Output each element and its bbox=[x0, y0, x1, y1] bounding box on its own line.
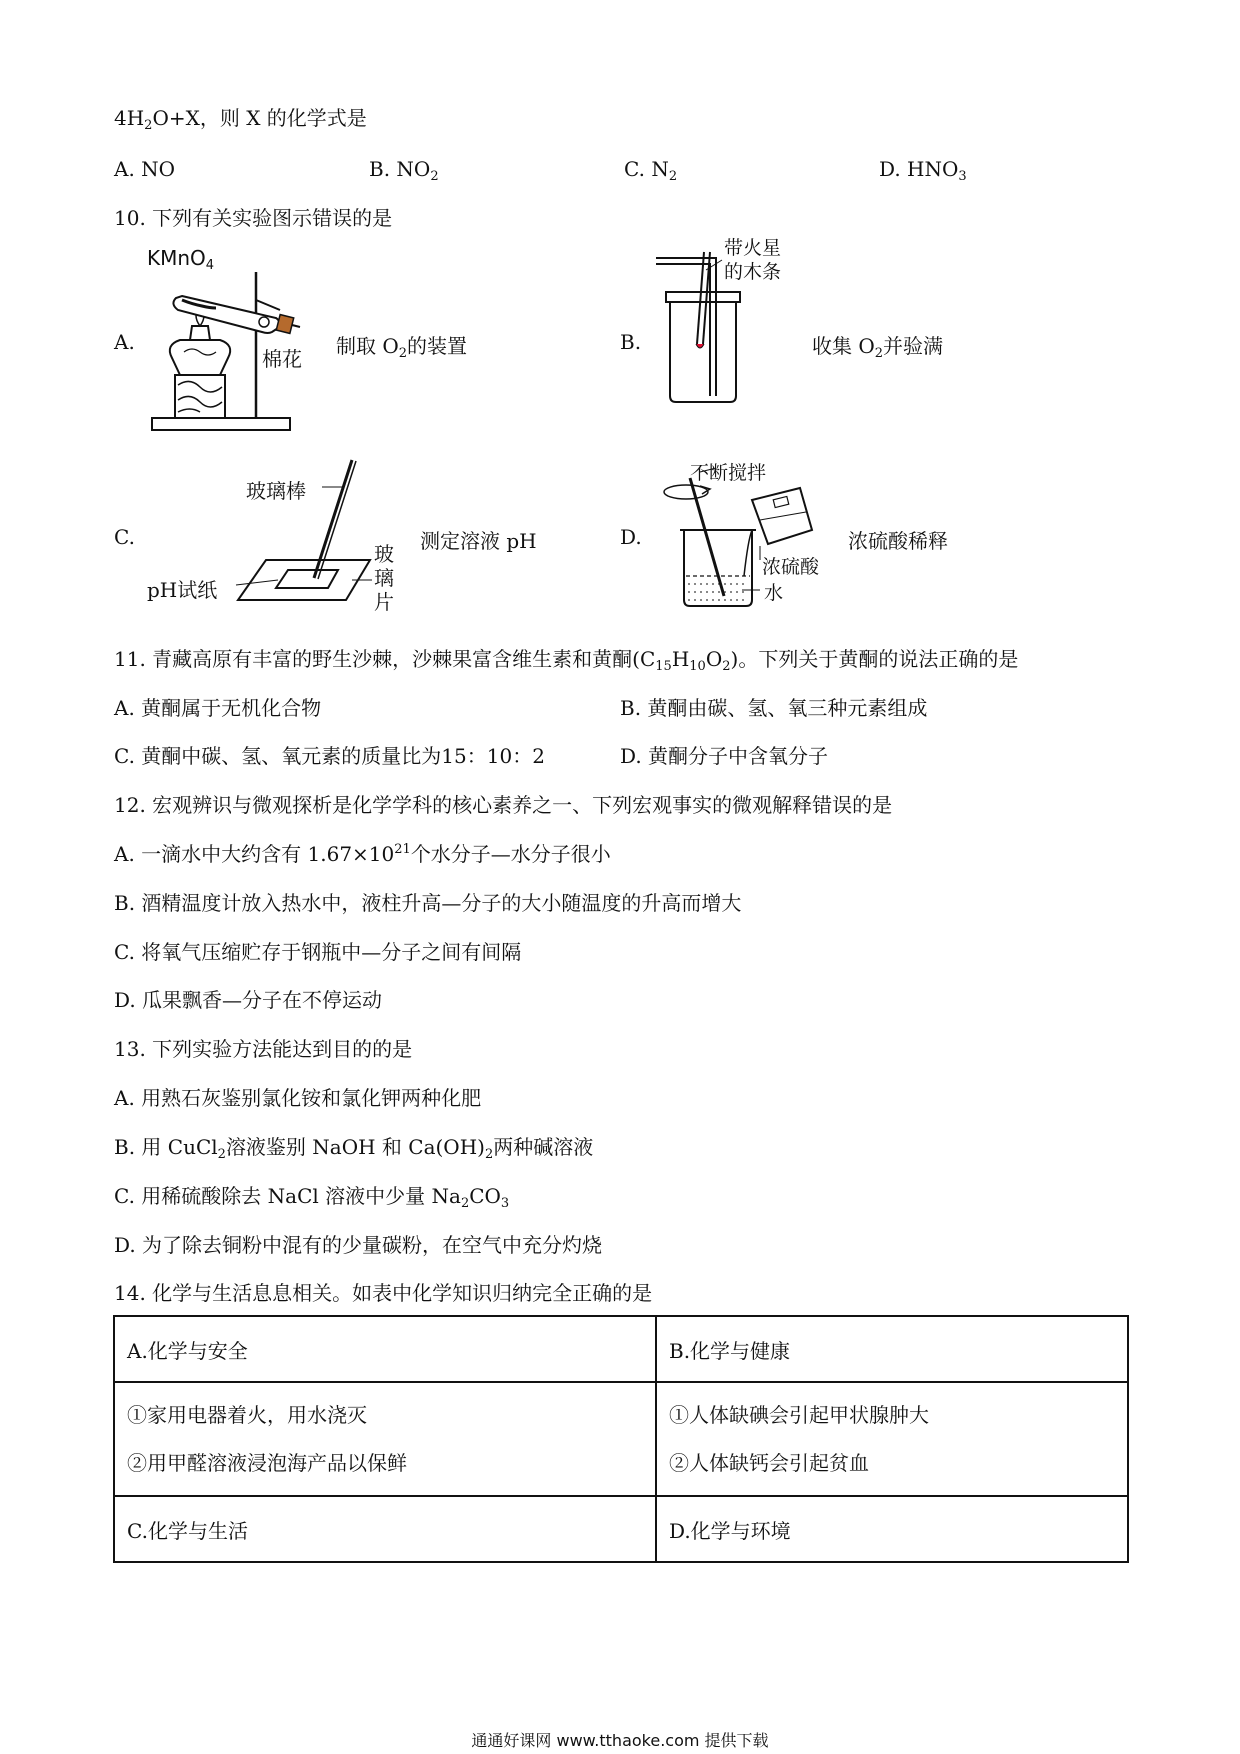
q14-stem: 14. 化学与生活息息相关。如表中化学知识归纳完全正确的是 bbox=[114, 1281, 653, 1305]
q14-b-item-2: ②人体缺钙会引起贫血 bbox=[669, 1451, 869, 1475]
q14-cell-a-items bbox=[114, 1382, 656, 1496]
q11-option-c: C. 黄酮中碳、氢、氧元素的质量比为15：10：2 bbox=[114, 744, 545, 768]
q14-cell-b-items bbox=[656, 1382, 1128, 1496]
q10-c-caption: 测定溶液 pH bbox=[420, 529, 537, 553]
q10-a-caption: 制取 $O_2$的装置 bbox=[336, 334, 468, 361]
q14-cell-c-head: C.化学与生活 bbox=[114, 1496, 656, 1562]
q14-cell-d-head: D.化学与环境 bbox=[656, 1496, 1128, 1562]
q10-a-label: A. bbox=[114, 330, 135, 354]
q12-option-d: D. 瓜果飘香—分子在不停运动 bbox=[114, 988, 383, 1012]
q9-option-b: B. $NO_2$ bbox=[369, 157, 439, 184]
q13-option-a: A. 用熟石灰鉴别氯化铵和氯化钾两种化肥 bbox=[114, 1086, 482, 1110]
q11-stem: 11. 青藏高原有丰富的野生沙棘，沙棘果富含维生素和黄酮$(C_{15}H_{10}O_2)$。下列关于黄酮的说法正确的是 bbox=[114, 647, 1019, 674]
q10-d-stir-label: 不断搅拌 bbox=[690, 462, 767, 484]
q10-d-water-label: 水 bbox=[764, 582, 784, 604]
q14-cell-b-head: B.化学与健康 bbox=[656, 1316, 1128, 1382]
q14-a-item-2: ②用甲醛溶液浸泡海产品以保鲜 bbox=[127, 1451, 407, 1475]
q14-cell-a-head: A.化学与安全 bbox=[114, 1316, 656, 1382]
q14-table bbox=[113, 1315, 1129, 1563]
q13-option-b: B. 用 CuCl$_2$溶液鉴别 NaOH 和 $Ca(OH)_2$两种碱溶液 bbox=[114, 1135, 594, 1162]
q10-a-cotton-label: 棉花 bbox=[262, 347, 302, 371]
q10-b-caption: 收集 $O_2$并验满 bbox=[812, 334, 944, 361]
q10-c-label: C. bbox=[114, 525, 135, 549]
q10-d-label: D. bbox=[620, 525, 642, 549]
q13-option-d: D. 为了除去铜粉中混有的少量碳粉，在空气中充分灼烧 bbox=[114, 1233, 603, 1257]
q10-d-acid-label: 浓硫酸 bbox=[762, 556, 820, 578]
q13-option-c: C. 用稀硫酸除去 NaCl 溶液中少量 $Na_2CO_3$ bbox=[114, 1184, 510, 1211]
q10-c-glass-label: 玻 璃 片 bbox=[374, 542, 394, 614]
q12-option-a: A. 一滴水中大约含有 $1.67\times 10^{21}$个水分子—水分子很小 bbox=[114, 842, 611, 866]
q13-stem: 13. 下列实验方法能达到目的的是 bbox=[114, 1037, 413, 1061]
q12-stem: 12. 宏观辨识与微观探析是化学学科的核心素养之一、下列宏观事实的微观解释错误的是 bbox=[114, 793, 893, 817]
q11-option-b: B. 黄酮由碳、氢、氧三种元素组成 bbox=[620, 696, 928, 720]
q10-c-paper-label: pH试纸 bbox=[147, 578, 218, 602]
q11-option-d: D. 黄酮分子中含氧分子 bbox=[620, 744, 829, 768]
q14-b-item-1: ①人体缺碘会引起甲状腺肿大 bbox=[669, 1403, 929, 1427]
q12-option-b: B. 酒精温度计放入热水中，液柱升高—分子的大小随温度的升高而增大 bbox=[114, 891, 742, 915]
q10-c-rod-label: 玻璃棒 bbox=[246, 479, 306, 503]
page-footer: 通通好课网 www.tthaoke.com 提供下载 bbox=[471, 1731, 769, 1750]
q11-option-a: A. 黄酮属于无机化合物 bbox=[114, 696, 322, 720]
q9-option-a: A. NO bbox=[114, 157, 176, 181]
q9-stem-tail: $4H_2O+X$，则 X 的化学式是 bbox=[114, 106, 367, 133]
q10-a-kmno4-label: KMnO$_4$ bbox=[147, 246, 215, 273]
q9-option-c: C. $N_2$ bbox=[624, 157, 678, 184]
q10-b-label: B. bbox=[620, 330, 642, 354]
q14-a-item-1: ①家用电器着火，用水浇灭 bbox=[127, 1403, 367, 1427]
q10-b-splint-label: 带火星 的木条 bbox=[724, 237, 782, 283]
q10-d-caption: 浓硫酸稀释 bbox=[848, 529, 948, 553]
q9-option-d: D. $HNO_3$ bbox=[879, 157, 967, 184]
q12-option-c: C. 将氧气压缩贮存于钢瓶中—分子之间有间隔 bbox=[114, 940, 522, 964]
q10-stem: 10. 下列有关实验图示错误的是 bbox=[114, 206, 393, 230]
